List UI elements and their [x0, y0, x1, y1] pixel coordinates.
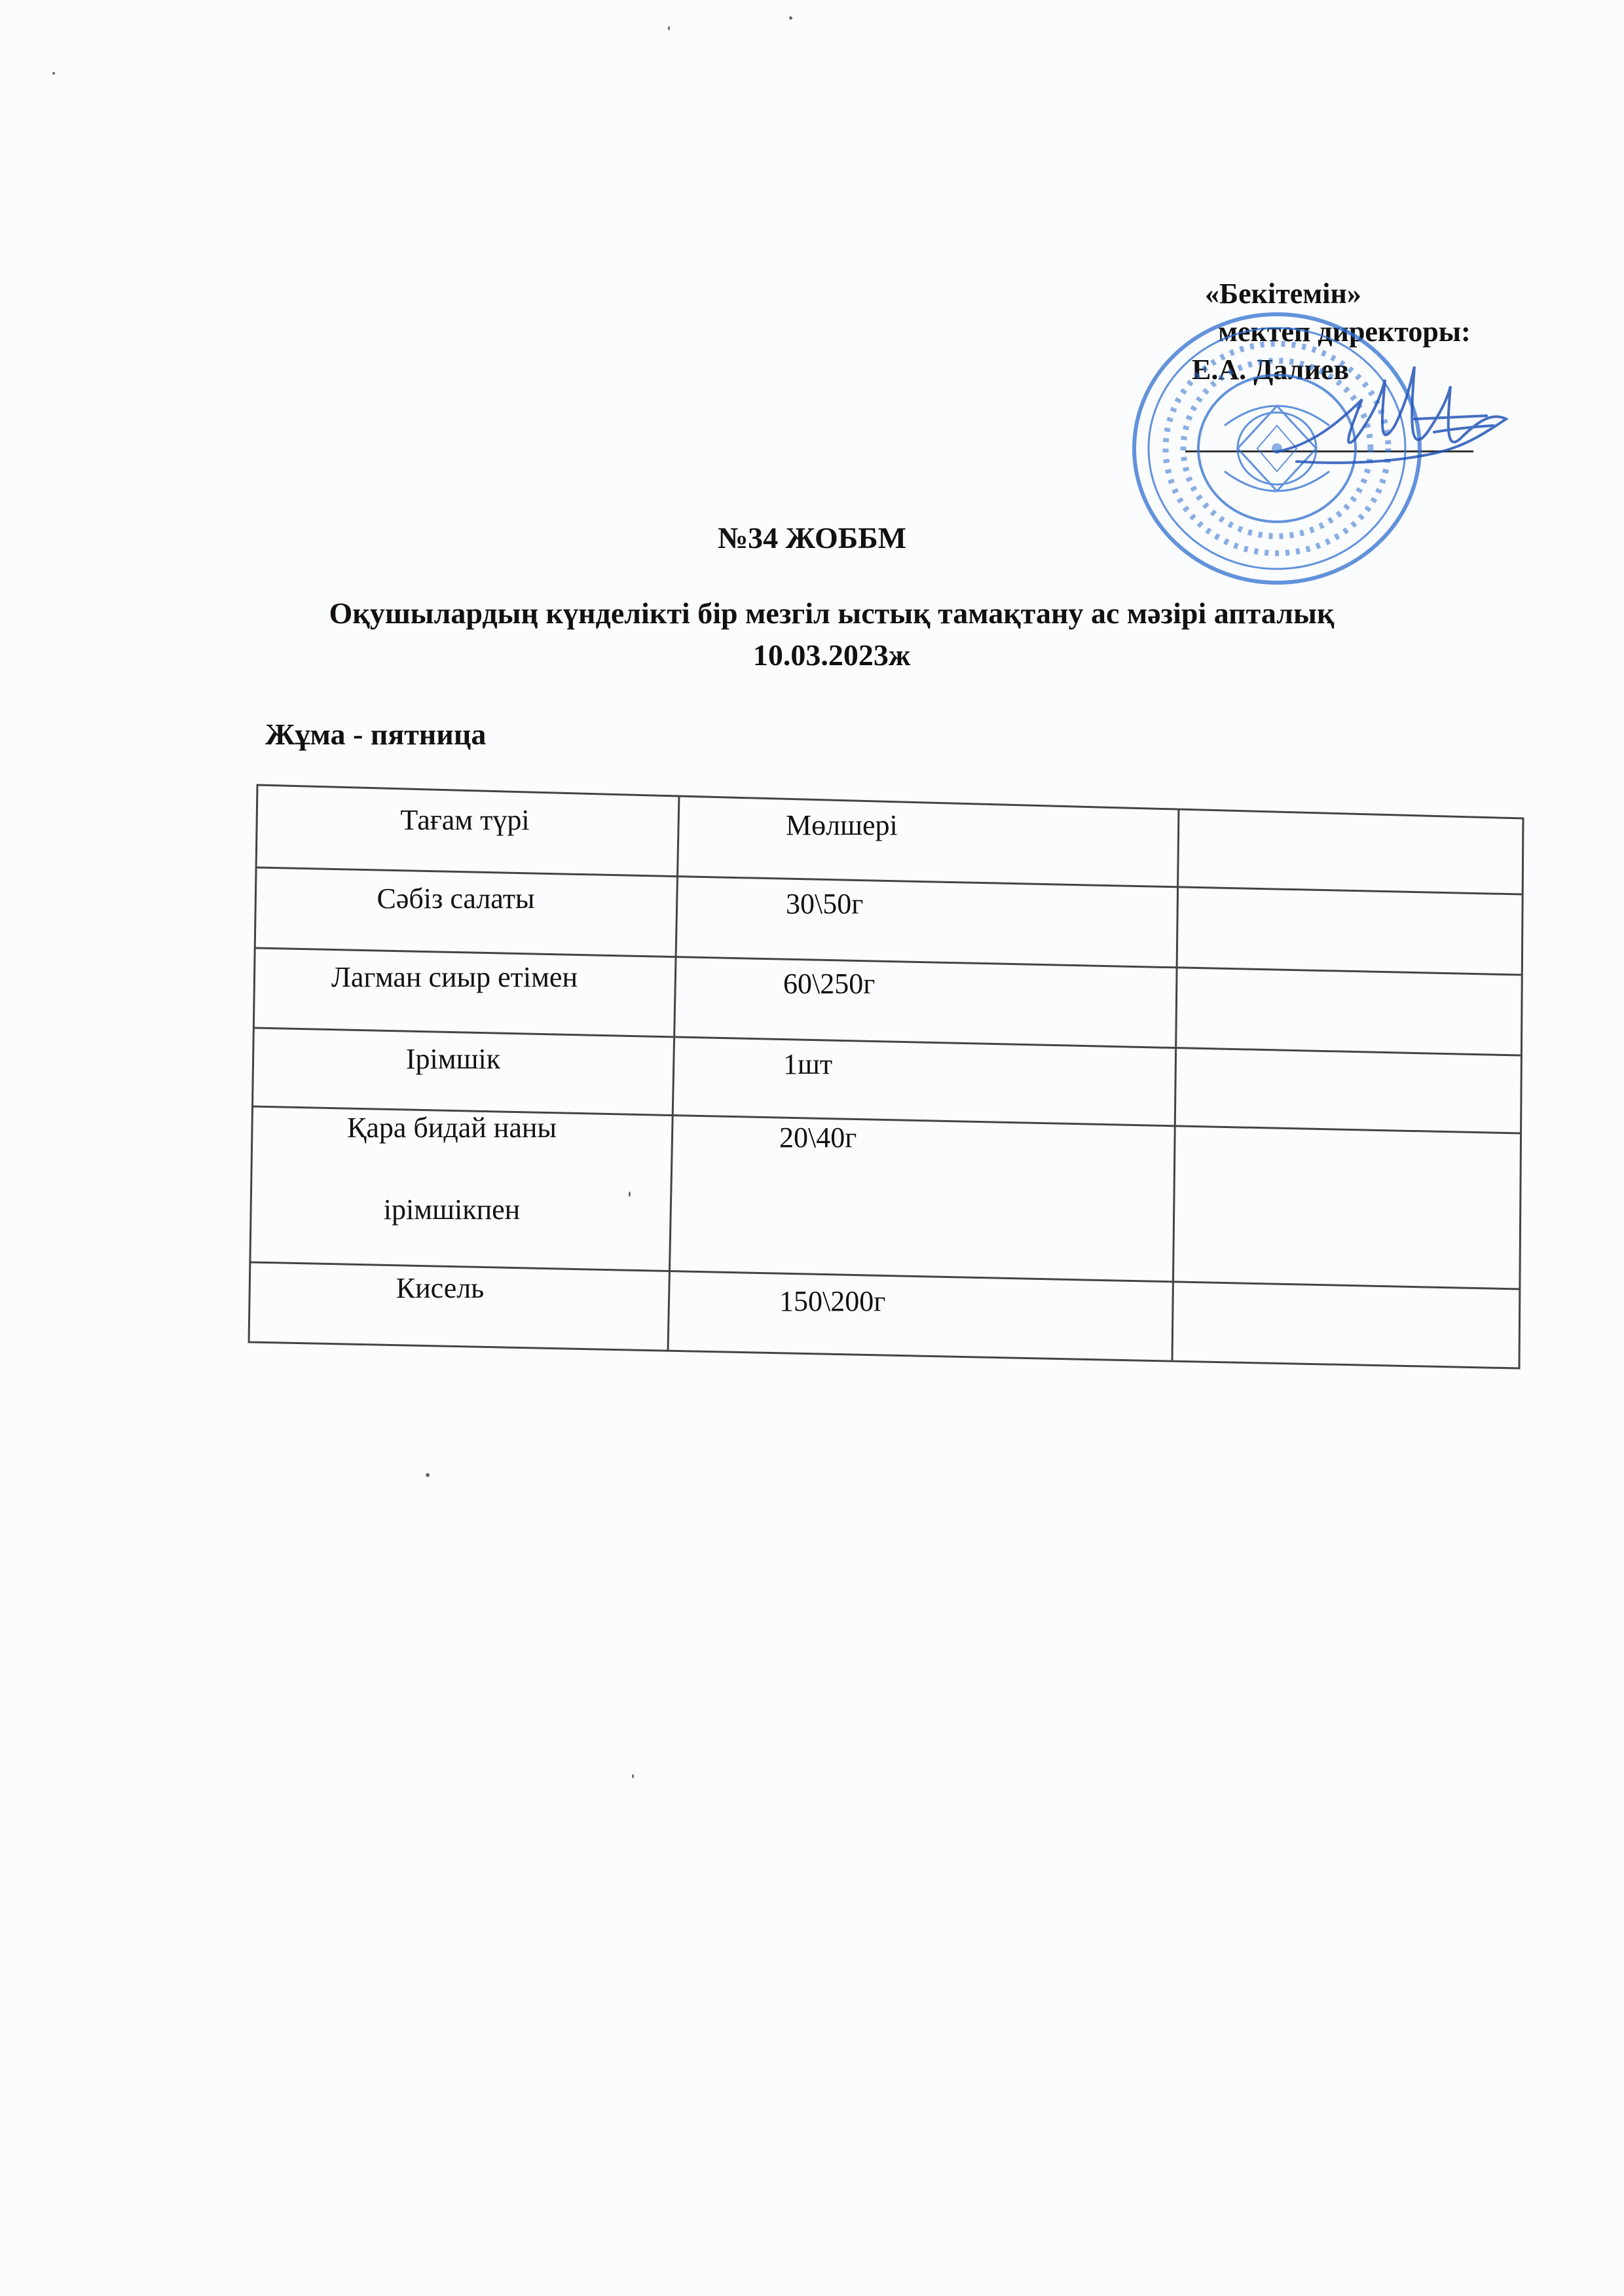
approval-line-2: мектеп директоры:	[1218, 316, 1471, 348]
scan-speck	[668, 26, 670, 30]
scan-speck	[632, 1774, 634, 1778]
table-row-2-amount: 60\250г	[783, 968, 876, 1000]
scan-speck	[426, 1473, 430, 1477]
table-header-dish: Тағам түрі	[400, 804, 530, 836]
weekday-label: Жұма - пятница	[265, 718, 487, 751]
approval-line-1: «Бекітемін»	[1205, 278, 1361, 310]
approval-line-3: Е.А. Далиев	[1192, 354, 1350, 386]
table-row-1-dish: Сәбіз салаты	[377, 883, 535, 915]
school-name: №34 ЖОББМ	[717, 521, 907, 555]
table-row-2-dish: Лагман сиыр етімен	[331, 961, 578, 993]
table-row-4-amount: 20\40г	[779, 1121, 857, 1154]
table-row-1-amount: 30\50г	[786, 888, 864, 920]
menu-title	[262, 592, 1401, 676]
menu-title-line-1: Оқушылардың күнделікті бір мезгіл ыстық тамақтану ас мәзірі апталық	[329, 596, 1335, 630]
director-signature	[1270, 354, 1559, 491]
table-row-4-dish: Қара бидай наны	[347, 1112, 557, 1144]
table-row-5-dish: Кисель	[396, 1272, 485, 1304]
table-row-5-amount: 150\200г	[779, 1285, 886, 1317]
scan-speck	[789, 16, 792, 20]
table-header-amount: Мөлшері	[786, 809, 898, 841]
scan-speck	[629, 1192, 631, 1197]
table-row-3-dish: Ірімшік	[405, 1043, 501, 1075]
table-row-4-dish-line-2: ірімшікпен	[383, 1194, 521, 1226]
scan-speck	[52, 72, 55, 75]
table-row-3-amount: 1шт	[783, 1048, 833, 1080]
menu-date: 10.03.2023ж	[752, 638, 911, 672]
